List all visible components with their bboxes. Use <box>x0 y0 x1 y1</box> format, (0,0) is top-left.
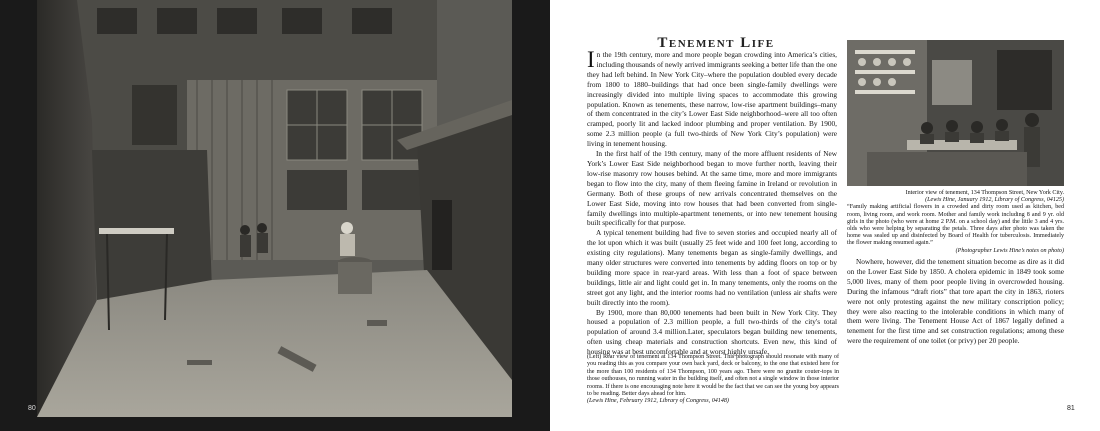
tenement-interior-photo <box>847 40 1064 186</box>
page-title: Tenement Life <box>657 35 775 51</box>
tenement-backyard-photo <box>37 0 512 417</box>
left-caption-credit: (Lewis Hine, February 1912, Library of Congress, 04148) <box>587 398 729 405</box>
right-caption-note: “Family making artificial flowers in a crowded and dirty room used as kitchen, bed room, living room, and work room. Mother and family work including 8 and 9 yr. old girls in the photo (who were at home 2 P.M. on a school day) and the little 3 and 4 yrs. olds who were helping by separating the petals. Three days after photo was taken the home was sealed up and disinfected by Board of Health for tuberculosis. Immediately the flower making resumed again.” <box>847 204 1064 247</box>
article-paragraph-3: A typical tenement building had five to seven stories and occupied nearly all of the lot upon which it was built (usually 25 feet wide and 100 feet long, according to existing city regulations). Many tenements began as single-family dwellings, and many older structures were converted into tenements by adding floors on top or by building more space in rear-yard areas. With less than a foot of space between buildings, little air and light could get in. In many tenements, only the rooms on the street got any light, and the interior rooms had no ventilation (unless air shafts were built directly into the room). <box>587 228 837 307</box>
article-paragraph-2: In the first half of the 19th century, many of the more affluent residents of New York’s Lower East Side neighborhood began to move further north, leaving their low-rise masonry row houses behind. At the same time, more and more immigrants began to flow into the city, many of them fleeing famine in Ireland or revolution in Germany. Both of these groups of new arrivals concentrated themselves on the Lower East Side, moving into row houses that had been converted from single-family dwellings into multiple-apartment tenements, or into new tenement housing built specifically for that purpose. <box>587 149 837 228</box>
interior-photo-drawing <box>847 40 1064 186</box>
right-photo-caption <box>847 190 1064 255</box>
right-caption-note-credit: (Photographer Lewis Hine’s notes on photo) <box>955 247 1064 254</box>
page-number-right: 81 <box>1067 405 1075 412</box>
drop-cap: I <box>587 47 595 72</box>
page-number-left: 80 <box>28 405 36 412</box>
backyard-photo-drawing <box>37 0 512 417</box>
left-photo-caption <box>587 354 839 406</box>
article-paragraph-1 <box>587 47 837 149</box>
right-paragraph-1: Nowhere, however, did the tenement situation become as dire as it did on the Lower East Side by 1850. A cholera epidemic in 1849 took some 5,000 lives, many of them poor people living in overcrowded housing. During the infamous “draft riots” that tore apart the city in 1863, rioters were not only protesting against the new military conscription policy; they were also reacting to the intolerable conditions in which many of them were living. The Tenement House Act of 1867 legally defined a tenement for the first time and set construction regulations; among these were the requirement of one toilet (or privy) per 20 people. <box>847 257 1064 346</box>
main-article-column <box>587 47 837 357</box>
right-caption-title: Interior view of tenement, 134 Thompson Street, New York City. <box>905 190 1064 196</box>
right-article-column <box>847 257 1064 346</box>
article-paragraph-1-text: n the 19th century, more and more people began crowding into America’s cities, including thousands of newly arrived immigrants seeking a better life than the one they had left behind. In New York City–where the population doubled every decade from 1800 to 1880–buildings that had once been single-family dwellings were increasingly divided into multiple living spaces to accommodate this growing population. Known as tenements, these narrow, low-rise apartment buildings–many of them concentrated in the city’s Lower East Side neighborhood–were all too often cramped, poorly lit and lacked indoor plumbing and proper ventilation. By 1900, some 2.3 million people (a full two-thirds of New York City’s population) were living in tenement housing. <box>587 50 837 149</box>
right-caption-credit: (Lewis Hine, January 1912, Library of Congress, 04125) <box>925 197 1064 204</box>
article-paragraph-4: By 1900, more than 80,000 tenements had been built in New York City. They housed a population of 2.3 million people, a full two-thirds of the city's total population of around 3.4 million.Later, speculators began building new tenements, often using cheap materials and construction shortcuts. Even new, this kind of housing was at best uncomfortable and at worst highly unsafe. <box>587 307 837 357</box>
left-caption-text: (Left) Rear view of tenement at 134 Thompson Street. This photograph should resonate with many of you reading this as you compare your own back yard, deck or balcony, to the one that existed here for the more than 100 residents of 134 Thompson, 100 years ago. There were no granite couter-tops in those outhouses, no running water in the building itself, and often not a single window in those interior rooms. If there is one encouraging note here it would be the fact that we can see the young boy appears to be reading. Better days ahead for him. <box>587 354 839 398</box>
